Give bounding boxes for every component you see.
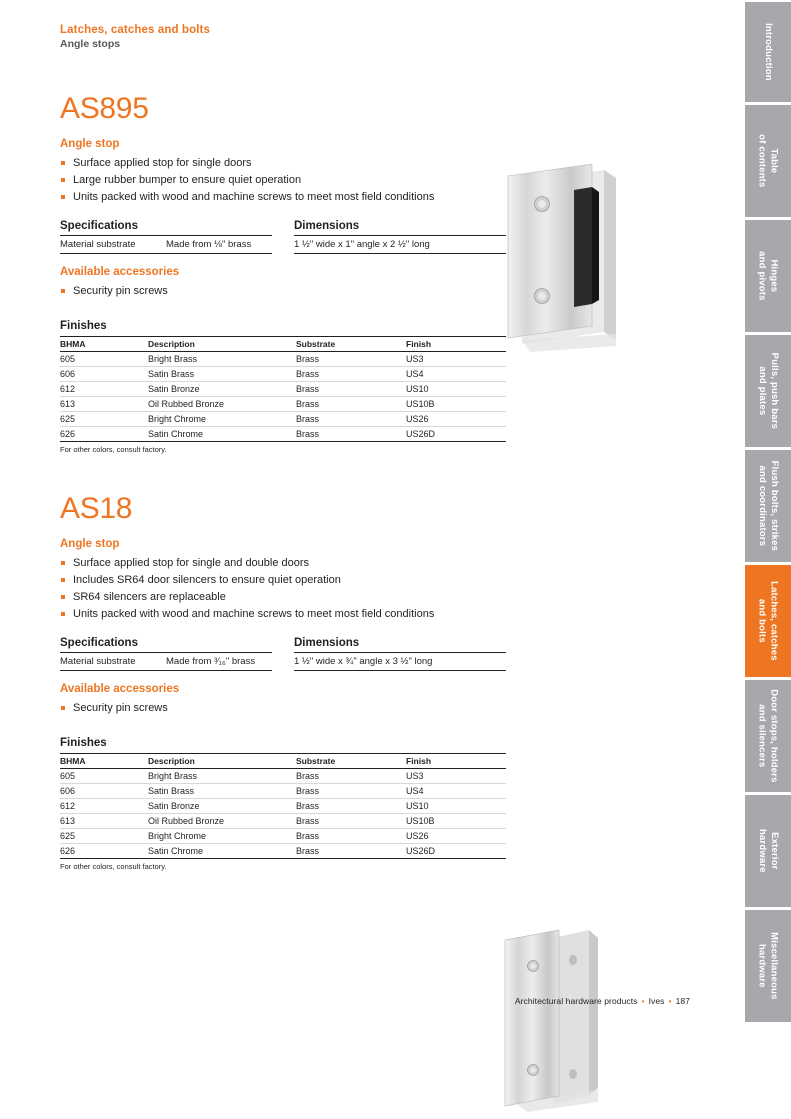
breadcrumb xyxy=(60,24,705,50)
cell-bhma: 612 xyxy=(60,382,148,397)
list-item: Surface applied stop for single and double doors xyxy=(60,555,705,572)
footer-brand: Ives xyxy=(648,996,665,1006)
column-header: Description xyxy=(148,754,296,769)
finishes-table xyxy=(60,753,506,859)
product-subtitle: Angle stop xyxy=(60,538,120,551)
list-item: SR64 silencers are replaceable xyxy=(60,589,705,606)
cell-substrate: Brass xyxy=(296,427,406,442)
cell-description: Satin Bronze xyxy=(148,799,296,814)
cell-description: Satin Brass xyxy=(148,784,296,799)
cell-substrate: Brass xyxy=(296,397,406,412)
tab-label: Exterior hardware xyxy=(756,829,780,873)
tab-label: Table of contents xyxy=(757,134,780,188)
cell-substrate: Brass xyxy=(296,769,406,784)
tab-label: Introduction xyxy=(762,23,774,81)
table-row xyxy=(60,382,506,397)
breadcrumb-sub: Angle stops xyxy=(60,38,121,50)
specifications-heading: Specifications xyxy=(60,220,272,236)
cell-finish: US26D xyxy=(406,844,506,859)
cell-description: Satin Chrome xyxy=(148,427,296,442)
tab-label: Door stops, holders and silencers xyxy=(757,689,780,783)
tab-label: Hinges and pivots xyxy=(757,251,780,301)
list-item: Surface applied stop for single doors xyxy=(60,155,705,172)
cell-finish: US26 xyxy=(406,829,506,844)
table-row xyxy=(60,412,506,427)
list-item: Security pin screws xyxy=(60,283,705,300)
cell-finish: US10 xyxy=(406,799,506,814)
table-header-row xyxy=(60,754,506,769)
spec-dimensions-row xyxy=(60,220,506,254)
tab-exterior-hardware[interactable] xyxy=(745,795,791,907)
specifications-block xyxy=(60,637,272,671)
cell-description: Bright Chrome xyxy=(148,412,296,427)
finishes-note: For other colors, consult factory. xyxy=(60,862,167,872)
feature-list xyxy=(60,555,705,623)
dimensions-block xyxy=(294,637,506,671)
tab-label: Miscellaneous hardware xyxy=(757,932,780,1000)
cell-description: Oil Rubbed Bronze xyxy=(148,814,296,829)
spec-key: Material substrate xyxy=(60,239,136,251)
cell-substrate: Brass xyxy=(296,814,406,829)
cell-substrate: Brass xyxy=(296,352,406,367)
product-as18 xyxy=(60,494,705,871)
finishes-heading: Finishes xyxy=(60,737,107,750)
cell-bhma: 605 xyxy=(60,352,148,367)
cell-bhma: 625 xyxy=(60,829,148,844)
column-header: Substrate xyxy=(296,337,406,352)
cell-finish: US10 xyxy=(406,382,506,397)
page-number: 187 xyxy=(675,996,690,1006)
cell-finish: US10B xyxy=(406,814,506,829)
dimensions-heading: Dimensions xyxy=(294,220,506,236)
dimensions-value: 1 ½" wide x 1" angle x 2 ½" long xyxy=(294,236,506,254)
spec-key: Material substrate xyxy=(60,656,136,668)
table-row xyxy=(60,769,506,784)
cell-substrate: Brass xyxy=(296,799,406,814)
product-subtitle: Angle stop xyxy=(60,138,120,150)
table-row xyxy=(60,352,506,367)
cell-description: Bright Chrome xyxy=(148,829,296,844)
spec-line xyxy=(60,236,272,254)
tab-table-of-contents[interactable] xyxy=(745,105,791,217)
dimensions-value: 1 ½" wide x ¾" angle x 3 ½" long xyxy=(294,653,506,671)
accessories-heading: Available accessories xyxy=(60,683,180,696)
cell-bhma: 612 xyxy=(60,799,148,814)
finishes-heading: Finishes xyxy=(60,320,107,333)
breadcrumb-main: Latches, catches and bolts xyxy=(60,24,210,36)
cell-bhma: 626 xyxy=(60,427,148,442)
tab-flush-bolts-strikes-and-coordinators[interactable] xyxy=(745,450,791,562)
cell-description: Bright Brass xyxy=(148,352,296,367)
page-footer: Architectural hardware products • Ives • 187 xyxy=(514,996,690,1006)
cell-bhma: 625 xyxy=(60,412,148,427)
cell-bhma: 605 xyxy=(60,769,148,784)
cell-description: Satin Bronze xyxy=(148,382,296,397)
column-header: BHMA xyxy=(60,754,148,769)
product-as895 xyxy=(60,94,705,454)
product-image-as18 xyxy=(497,924,627,1119)
table-row xyxy=(60,844,506,859)
product-title: AS895 xyxy=(60,92,149,125)
cell-bhma: 613 xyxy=(60,814,148,829)
list-item: Security pin screws xyxy=(60,700,705,717)
dimensions-block xyxy=(294,220,506,254)
table-row xyxy=(60,427,506,442)
table-row xyxy=(60,814,506,829)
table-row xyxy=(60,397,506,412)
cell-bhma: 626 xyxy=(60,844,148,859)
tab-pulls-push-bars-and-plates[interactable] xyxy=(745,335,791,447)
tab-label: Flush bolts, strikes and coordinators xyxy=(757,460,780,552)
table-row xyxy=(60,367,506,382)
tab-hinges-and-pivots[interactable] xyxy=(745,220,791,332)
tab-latches-catches-and-bolts[interactable] xyxy=(745,565,791,677)
table-header-row xyxy=(60,337,506,352)
specifications-heading: Specifications xyxy=(60,637,272,653)
cell-description: Bright Brass xyxy=(148,769,296,784)
cell-finish: US4 xyxy=(406,784,506,799)
cell-substrate: Brass xyxy=(296,367,406,382)
cell-description: Satin Chrome xyxy=(148,844,296,859)
cell-substrate: Brass xyxy=(296,784,406,799)
cell-substrate: Brass xyxy=(296,412,406,427)
tab-label: Latches, catches and bolts xyxy=(757,581,780,661)
tab-introduction[interactable] xyxy=(745,2,791,102)
list-item: Includes SR64 door silencers to ensure quiet operation xyxy=(60,572,705,589)
dimensions-heading: Dimensions xyxy=(294,637,506,653)
tab-label: Pulls, push bars and plates xyxy=(757,352,780,430)
spec-dimensions-row xyxy=(60,637,506,671)
cell-finish: US10B xyxy=(406,397,506,412)
table-row xyxy=(60,829,506,844)
column-header: BHMA xyxy=(60,337,148,352)
cell-substrate: Brass xyxy=(296,844,406,859)
product-title: AS18 xyxy=(60,492,133,526)
spec-value: Made from ³⁄₁₆" brass xyxy=(166,656,256,668)
cell-bhma: 606 xyxy=(60,784,148,799)
cell-finish: US3 xyxy=(406,352,506,367)
accessories-heading: Available accessories xyxy=(60,266,180,279)
cell-finish: US26D xyxy=(406,427,506,442)
table-row xyxy=(60,784,506,799)
column-header: Description xyxy=(148,337,296,352)
cell-finish: US4 xyxy=(406,367,506,382)
specifications-block xyxy=(60,220,272,254)
cell-bhma: 613 xyxy=(60,397,148,412)
finishes-note: For other colors, consult factory. xyxy=(60,445,167,455)
column-header: Finish xyxy=(406,337,506,352)
product-image-as895 xyxy=(500,164,650,359)
table-row xyxy=(60,799,506,814)
spec-line xyxy=(60,653,272,671)
tab-door-stops-holders-and-silencers[interactable] xyxy=(745,680,791,792)
list-item: Units packed with wood and machine screws to meet most field conditions xyxy=(60,606,705,623)
column-header: Substrate xyxy=(296,754,406,769)
cell-bhma: 606 xyxy=(60,367,148,382)
column-header: Finish xyxy=(406,754,506,769)
list-item: Units packed with wood and machine screws to meet most field conditions xyxy=(60,189,705,206)
cell-description: Oil Rubbed Bronze xyxy=(148,397,296,412)
cell-substrate: Brass xyxy=(296,829,406,844)
cell-substrate: Brass xyxy=(296,382,406,397)
spec-value: Made from ⅛" brass xyxy=(166,239,252,251)
cell-finish: US3 xyxy=(406,769,506,784)
section-tab-rail xyxy=(745,0,791,1024)
accessories-list xyxy=(60,700,705,717)
cell-finish: US26 xyxy=(406,412,506,427)
footer-text: Architectural hardware products xyxy=(514,996,638,1006)
finishes-table xyxy=(60,336,506,442)
tab-miscellaneous-hardware[interactable] xyxy=(745,910,791,1022)
list-item: Large rubber bumper to ensure quiet operation xyxy=(60,172,705,189)
cell-description: Satin Brass xyxy=(148,367,296,382)
